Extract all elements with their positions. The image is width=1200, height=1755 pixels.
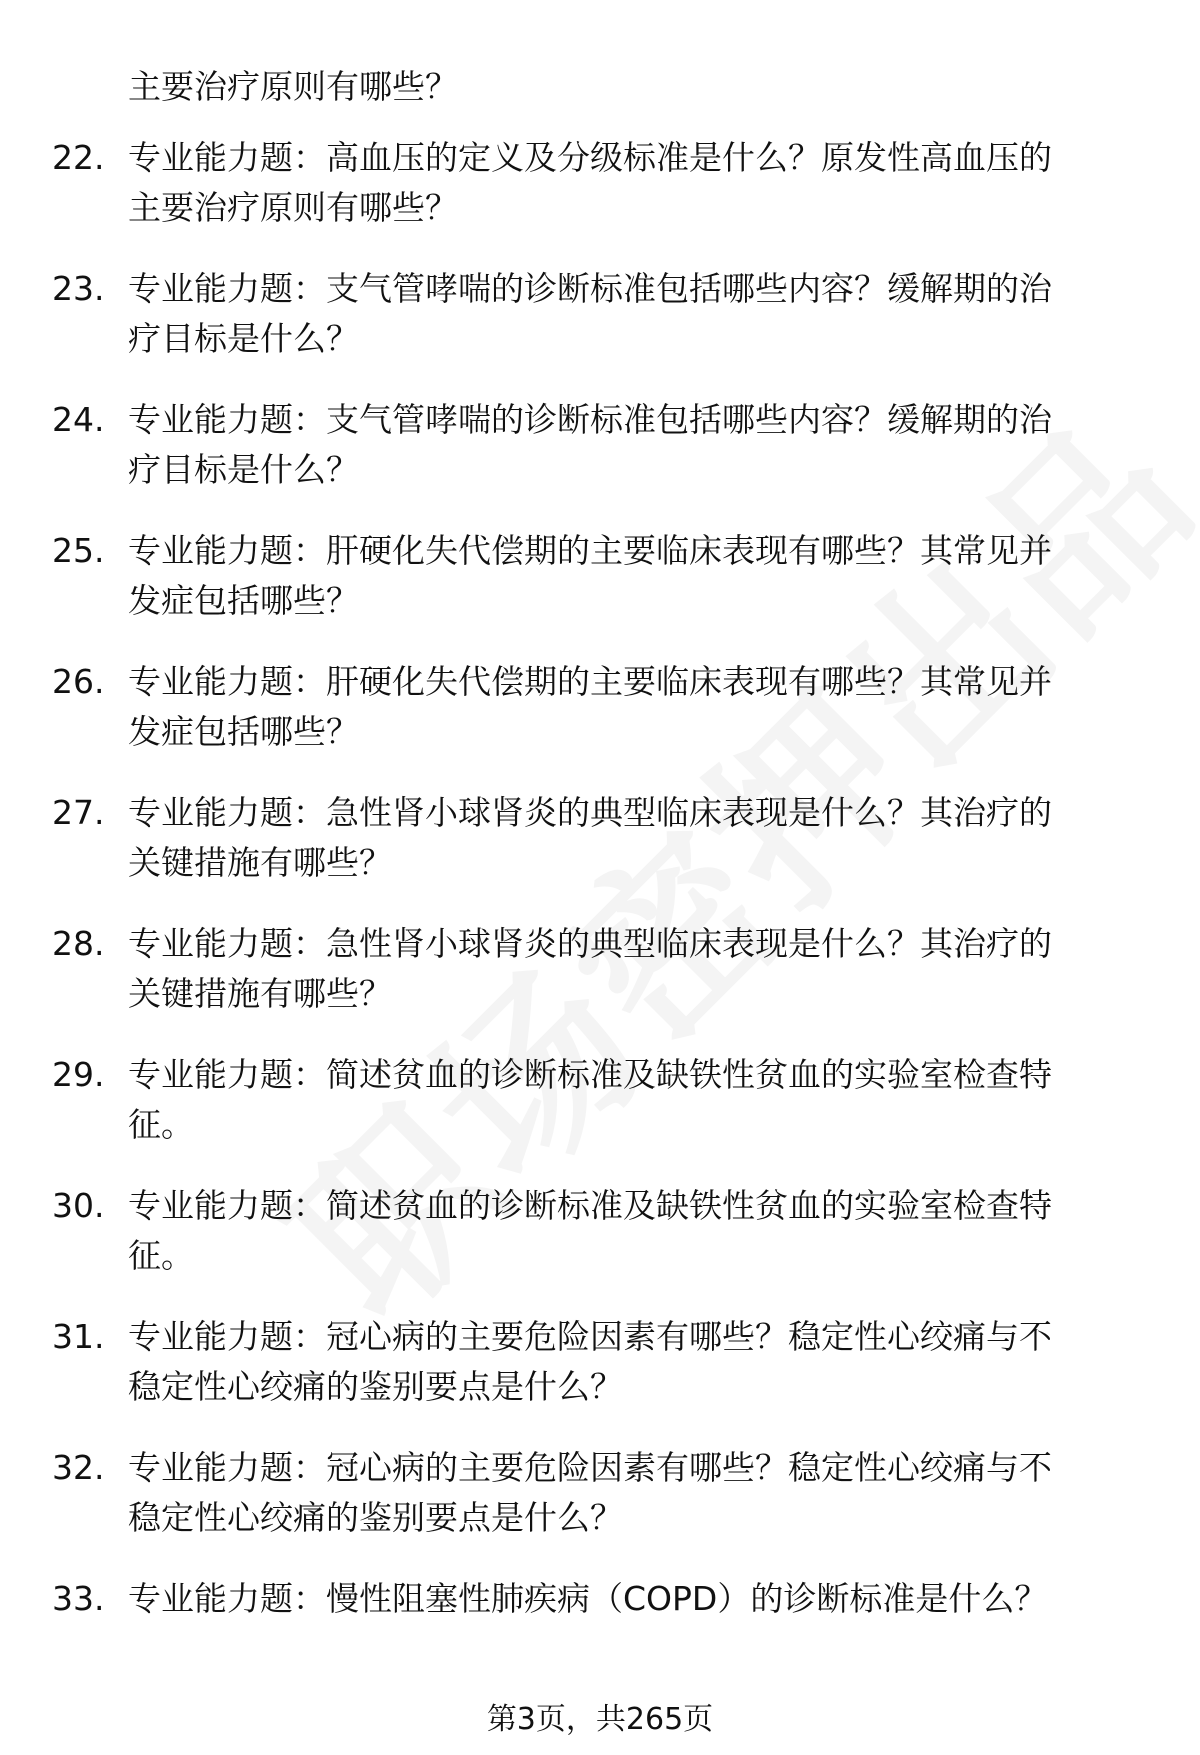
question-text-line-2: 疗目标是什么？: [128, 450, 359, 489]
question-item-33: [0, 1574, 1200, 1624]
question-number: 28.: [52, 924, 105, 963]
question-text-line-2: 稳定性心绞痛的鉴别要点是什么？: [128, 1498, 623, 1537]
question-text-line-2: 发症包括哪些？: [128, 712, 359, 751]
question-item-28: [0, 919, 1200, 1019]
question-item-22: [0, 133, 1200, 233]
question-text-line-2: 关键措施有哪些？: [128, 843, 392, 882]
question-text-line-2: 疗目标是什么？: [128, 319, 359, 358]
question-number: 30.: [52, 1186, 105, 1225]
question-item-32: [0, 1443, 1200, 1543]
question-text-line-1: 专业能力题：支气管哮喘的诊断标准包括哪些内容？缓解期的治: [128, 400, 1052, 439]
question-text-line-2: 征。: [128, 1236, 194, 1275]
question-item-29: [0, 1050, 1200, 1150]
question-text-line-1: 专业能力题：简述贫血的诊断标准及缺铁性贫血的实验室检查特: [128, 1055, 1052, 1094]
question-item-26: [0, 657, 1200, 757]
question-number: 33.: [52, 1579, 105, 1618]
question-text-line-2: 主要治疗原则有哪些？: [128, 188, 458, 227]
question-text-line-1: 专业能力题：高血压的定义及分级标准是什么？原发性高血压的: [128, 138, 1052, 177]
question-number: 26.: [52, 662, 105, 701]
question-text-line-1: 专业能力题：冠心病的主要危险因素有哪些？稳定性心绞痛与不: [128, 1317, 1052, 1356]
question-text-line-1: 专业能力题：急性肾小球肾炎的典型临床表现是什么？其治疗的: [128, 924, 1052, 963]
question-number: 25.: [52, 531, 105, 570]
question-item-24: [0, 395, 1200, 495]
question-number: 29.: [52, 1055, 105, 1094]
question-number: 22.: [52, 138, 105, 177]
question-text-line-1: 专业能力题：简述贫血的诊断标准及缺铁性贫血的实验室检查特: [128, 1186, 1052, 1225]
question-number: 23.: [52, 269, 105, 308]
question-number: 31.: [52, 1317, 105, 1356]
question-text-line-1: 专业能力题：急性肾小球肾炎的典型临床表现是什么？其治疗的: [128, 793, 1052, 832]
question-item-30: [0, 1181, 1200, 1281]
question-number: 32.: [52, 1448, 105, 1487]
question-item-25: [0, 526, 1200, 626]
question-text-line-2: 关键措施有哪些？: [128, 974, 392, 1013]
question-text-line-1: 专业能力题：肝硬化失代偿期的主要临床表现有哪些？其常见并: [128, 531, 1052, 570]
question-item-31: [0, 1312, 1200, 1412]
question-item-23: [0, 264, 1200, 364]
continued-question-text: 主要治疗原则有哪些？: [128, 67, 458, 106]
question-item-27: [0, 788, 1200, 888]
question-text-line-1: 专业能力题：支气管哮喘的诊断标准包括哪些内容？缓解期的治: [128, 269, 1052, 308]
question-number: 24.: [52, 400, 105, 439]
question-text-line-2: 发症包括哪些？: [128, 581, 359, 620]
question-text-line-1: 专业能力题：慢性阻塞性肺疾病（COPD）的诊断标准是什么？: [128, 1579, 1048, 1618]
question-text-line-2: 稳定性心绞痛的鉴别要点是什么？: [128, 1367, 623, 1406]
question-number: 27.: [52, 793, 105, 832]
page-footer: 第3页，共265页: [486, 1702, 714, 1737]
question-text-line-1: 专业能力题：肝硬化失代偿期的主要临床表现有哪些？其常见并: [128, 662, 1052, 701]
question-text-line-1: 专业能力题：冠心病的主要危险因素有哪些？稳定性心绞痛与不: [128, 1448, 1052, 1487]
question-text-line-2: 征。: [128, 1105, 194, 1144]
